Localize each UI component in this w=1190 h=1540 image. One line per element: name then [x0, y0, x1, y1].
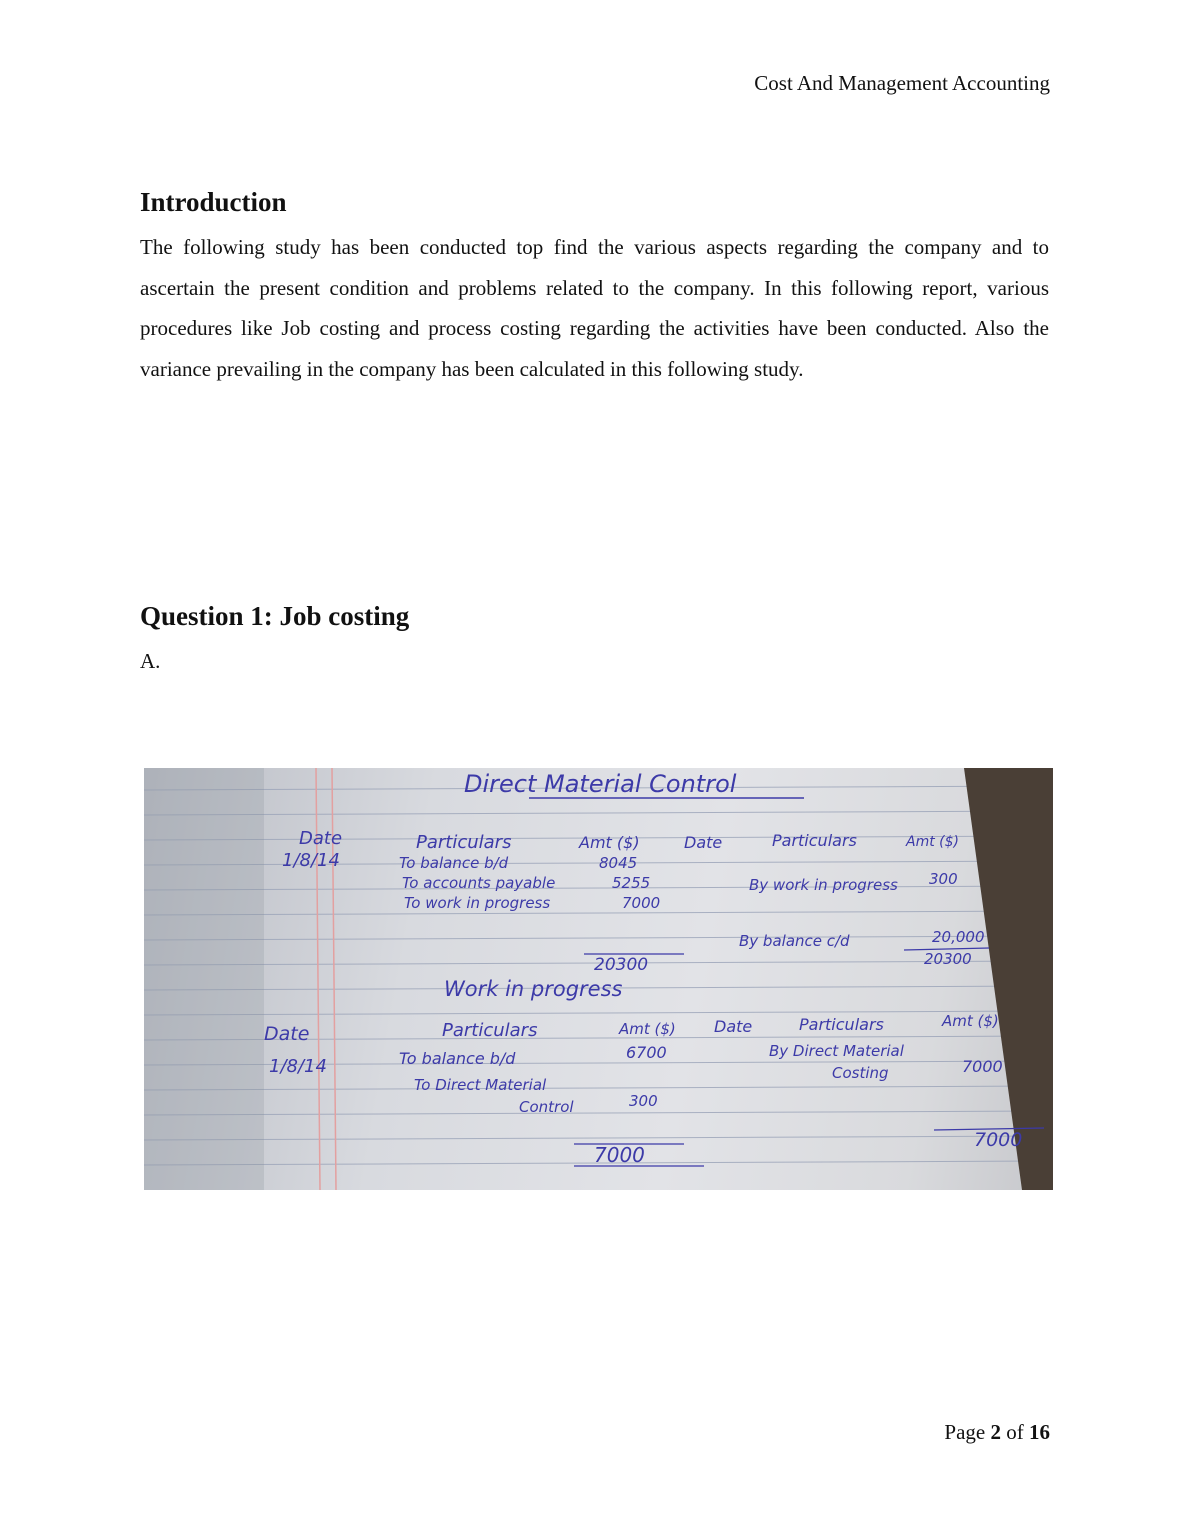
running-header: Cost And Management Accounting — [754, 71, 1050, 95]
dmc-right-line-1-amount: 300 — [929, 870, 958, 888]
desk-background — [964, 768, 1053, 1190]
wip-right-amount-head: Amt ($) — [942, 1012, 999, 1030]
page-shadow — [144, 768, 264, 1190]
wip-right-date-head: Date — [714, 1017, 753, 1036]
handwritten-ledger-photo — [144, 768, 1053, 1190]
dmc-right-date-head: Date — [684, 833, 723, 852]
dmc-left-line-1: To balance b/d — [399, 854, 509, 872]
question1-heading: Question 1: Job costing — [140, 601, 410, 631]
footer-of-word: of — [1006, 1420, 1024, 1444]
introduction-heading: Introduction — [140, 187, 287, 217]
wip-right-total: 7000 — [974, 1129, 1023, 1151]
wip-left-line-2-amount: 300 — [629, 1092, 658, 1110]
page-footer — [944, 1420, 1050, 1445]
wip-left-date-head: Date — [264, 1023, 310, 1045]
wip-left-amount-head: Amt ($) — [619, 1020, 676, 1038]
dmc-left-date-head: Date — [299, 828, 343, 849]
part-a-label: A. — [140, 649, 161, 673]
wip-right-particulars-head: Particulars — [799, 1015, 884, 1034]
wip-left-line-1: To balance b/d — [399, 1049, 516, 1068]
footer-current-page: 2 — [990, 1420, 1001, 1444]
dmc-right-line-2-amount: 20,000 — [932, 928, 985, 946]
dmc-right-amount-head: Amt ($) — [906, 834, 959, 850]
wip-left-line-2: To Direct Material — [414, 1076, 547, 1094]
wip-left-line-1-amount: 6700 — [626, 1043, 667, 1062]
wip-title: Work in progress — [444, 977, 623, 1001]
dmc-left-line-3: To work in progress — [404, 894, 551, 912]
dmc-left-particulars-head: Particulars — [416, 832, 512, 853]
footer-page-word: Page — [944, 1420, 986, 1444]
wip-right-line-1-cont: Costing — [832, 1064, 889, 1082]
footer-total-pages: 16 — [1029, 1420, 1050, 1444]
wip-left-total: 7000 — [594, 1143, 645, 1167]
dmc-left-total: 20300 — [594, 955, 649, 975]
dmc-right-particulars-head: Particulars — [772, 831, 857, 850]
wip-right-line-1-amount: 7000 — [962, 1057, 1003, 1076]
dmc-right-total: 20300 — [924, 950, 972, 968]
dmc-left-date: 1/8/14 — [282, 850, 340, 871]
dmc-left-line-1-amount: 8045 — [599, 854, 638, 872]
dmc-left-line-2-amount: 5255 — [612, 874, 651, 892]
dmc-right-line-1: By work in progress — [749, 876, 898, 894]
dmc-left-line-3-amount: 7000 — [622, 894, 661, 912]
wip-left-particulars-head: Particulars — [442, 1020, 538, 1041]
introduction-paragraph: The following study has been conducted top find the various aspects regarding the company and to ascertain the present condition and problems related to the company. In this following report, various procedures like Job costing and process costing regarding the activities have been conducted. Also the variance prevailing in the company has been calculated in this following study. — [140, 235, 1049, 381]
dmc-title: Direct Material Control — [464, 770, 737, 798]
dmc-left-line-2: To accounts payable — [402, 874, 556, 892]
ledger-photo-drawing — [144, 768, 1053, 1190]
dmc-left-amount-head: Amt ($) — [579, 833, 640, 852]
wip-right-line-1: By Direct Material — [769, 1042, 904, 1060]
dmc-right-line-2: By balance c/d — [739, 932, 850, 950]
wip-left-date: 1/8/14 — [269, 1056, 327, 1077]
wip-left-line-2-cont: Control — [519, 1098, 574, 1116]
